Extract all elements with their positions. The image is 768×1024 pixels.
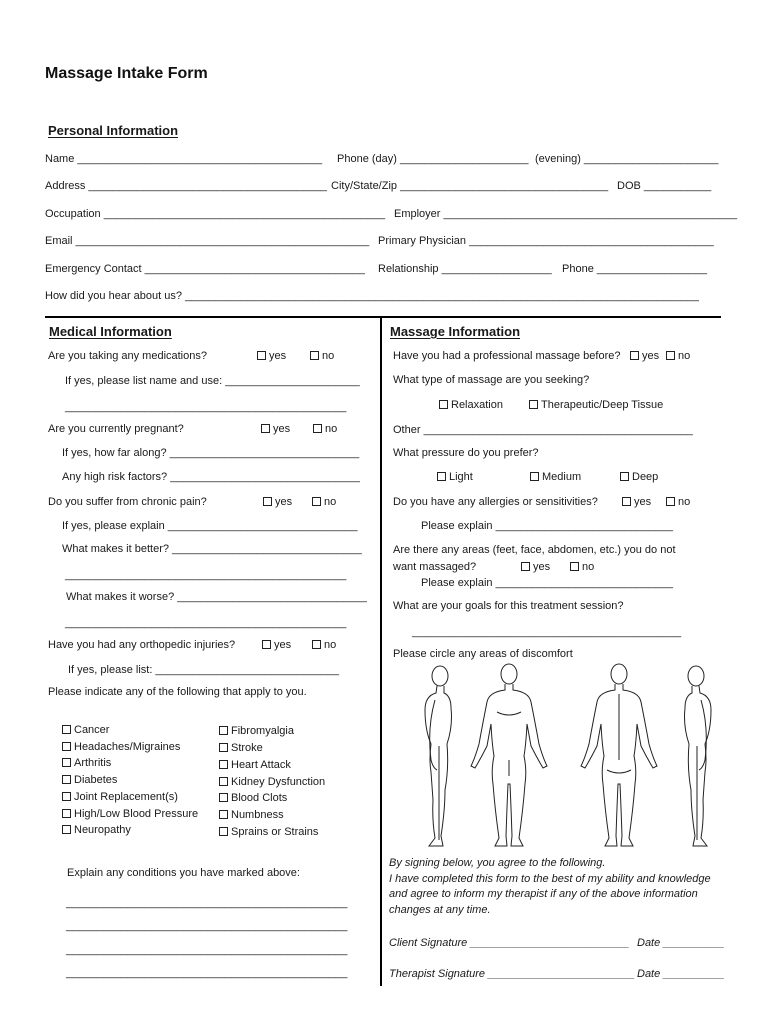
explain-line[interactable]: ______________________________________________ — [66, 920, 348, 932]
hear-about-field[interactable]: How did you hear about us? ____________________________________________________________________________________ — [45, 290, 699, 302]
condition-checkbox[interactable]: Heart Attack — [219, 759, 291, 772]
areas-question-line2: want massaged? — [393, 561, 477, 573]
medications-line-field[interactable]: ______________________________________________ — [65, 401, 347, 413]
medications-question: Are you taking any medications? — [48, 350, 207, 362]
condition-checkbox[interactable]: Neuropathy — [62, 824, 131, 837]
makes-worse-line[interactable]: ______________________________________________ — [65, 617, 347, 629]
agreement-line2: I have completed this form to the best of my ability and knowledge — [389, 873, 711, 885]
relaxation-checkbox[interactable]: Relaxation — [439, 399, 503, 412]
massage-heading: Massage Information — [390, 324, 521, 339]
indicate-text: Please indicate any of the following that apply to you. — [48, 686, 307, 698]
pregnant-no-checkbox[interactable]: no — [313, 423, 337, 436]
high-risk-field[interactable]: Any high risk factors? _______________________________ — [62, 471, 360, 483]
relationship-field[interactable]: Relationship __________________ — [378, 263, 552, 275]
agreement-line3: and agree to inform my therapist if any of the above information — [389, 888, 698, 900]
type-question: What type of massage are you seeking? — [393, 374, 590, 386]
medications-yes-checkbox[interactable]: yes — [257, 350, 286, 363]
how-far-field[interactable]: If yes, how far along? _______________________________ — [62, 447, 360, 459]
deep-checkbox[interactable]: Deep — [620, 471, 658, 484]
medical-heading: Medical Information — [49, 324, 172, 339]
medium-checkbox[interactable]: Medium — [530, 471, 581, 484]
emergency-phone-field[interactable]: Phone __________________ — [562, 263, 707, 275]
physician-field[interactable]: Primary Physician ________________________________________ — [378, 235, 714, 247]
phone-day-field[interactable]: Phone (day) _____________________ — [337, 153, 529, 165]
condition-checkbox[interactable]: High/Low Blood Pressure — [62, 808, 198, 821]
client-date-field[interactable]: Date __________ — [637, 937, 725, 949]
allergies-no-checkbox[interactable]: no — [666, 496, 690, 509]
address-field[interactable]: Address _______________________________________ — [45, 180, 327, 192]
phone-evening-field[interactable]: (evening) ______________________ — [535, 153, 719, 165]
section-divider — [45, 316, 721, 318]
agreement-line1: By signing below, you agree to the following. — [389, 857, 606, 869]
medications-no-checkbox[interactable]: no — [310, 350, 334, 363]
goals-field[interactable]: ____________________________________________ — [412, 626, 682, 638]
areas-no-checkbox[interactable]: no — [570, 561, 594, 574]
professional-no-checkbox[interactable]: no — [666, 350, 690, 363]
client-signature-field[interactable]: Client Signature __________________________ — [389, 937, 630, 949]
therapist-signature-field[interactable]: Therapist Signature ________________________ — [389, 968, 635, 980]
city-state-zip-field[interactable]: City/State/Zip __________________________________ — [331, 180, 609, 192]
email-field[interactable]: Email ________________________________________________ — [45, 235, 370, 247]
explain-line[interactable]: ______________________________________________ — [66, 967, 348, 979]
body-side-right-figure[interactable] — [685, 666, 712, 846]
makes-worse-field[interactable]: What makes it worse? _______________________________ — [66, 591, 367, 603]
condition-checkbox[interactable]: Stroke — [219, 742, 263, 755]
makes-better-field[interactable]: What makes it better? _______________________________ — [62, 543, 362, 555]
ortho-yes-checkbox[interactable]: yes — [262, 639, 291, 652]
body-diagram[interactable] — [413, 660, 723, 855]
medications-list-field[interactable]: If yes, please list name and use: ______________________ — [65, 375, 360, 387]
condition-checkbox[interactable]: Diabetes — [62, 774, 117, 787]
occupation-field[interactable]: Occupation ______________________________________________ — [45, 208, 386, 220]
condition-checkbox[interactable]: Sprains or Strains — [219, 826, 318, 839]
condition-checkbox[interactable]: Numbness — [219, 809, 284, 822]
ortho-list-field[interactable]: If yes, please list: ______________________________ — [68, 664, 339, 676]
allergies-question: Do you have any allergies or sensitivities? — [393, 496, 598, 508]
condition-checkbox[interactable]: Kidney Dysfunction — [219, 776, 325, 789]
employer-field[interactable]: Employer ________________________________________________ — [394, 208, 738, 220]
chronic-pain-question: Do you suffer from chronic pain? — [48, 496, 207, 508]
ortho-no-checkbox[interactable]: no — [312, 639, 336, 652]
pressure-question: What pressure do you prefer? — [393, 447, 539, 459]
areas-yes-checkbox[interactable]: yes — [521, 561, 550, 574]
explain-line[interactable]: ______________________________________________ — [66, 897, 348, 909]
pain-no-checkbox[interactable]: no — [312, 496, 336, 509]
explain-conditions-label: Explain any conditions you have marked above: — [67, 867, 300, 879]
goals-question: What are your goals for this treatment session? — [393, 600, 624, 612]
therapeutic-checkbox[interactable]: Therapeutic/Deep Tissue — [529, 399, 663, 412]
body-back-figure[interactable] — [581, 664, 657, 846]
allergies-explain-field[interactable]: Please explain _____________________________ — [421, 520, 674, 532]
allergies-yes-checkbox[interactable]: yes — [622, 496, 651, 509]
page-title: Massage Intake Form — [45, 65, 208, 82]
condition-checkbox[interactable]: Fibromyalgia — [219, 725, 294, 738]
dob-field[interactable]: DOB ___________ — [617, 180, 712, 192]
body-front-figure[interactable] — [471, 664, 547, 846]
body-side-left-figure[interactable] — [425, 666, 452, 846]
professional-yes-checkbox[interactable]: yes — [630, 350, 659, 363]
condition-checkbox[interactable]: Arthritis — [62, 757, 111, 770]
explain-line[interactable]: ______________________________________________ — [66, 944, 348, 956]
areas-question-line1: Are there any areas (feet, face, abdomen, etc.) you do not — [393, 544, 676, 556]
agreement-line4: changes at any time. — [389, 904, 491, 916]
personal-heading: Personal Information — [48, 123, 179, 138]
pain-yes-checkbox[interactable]: yes — [263, 496, 292, 509]
pregnant-question: Are you currently pregnant? — [48, 423, 184, 435]
therapist-date-field[interactable]: Date __________ — [637, 968, 725, 980]
circle-areas-label: Please circle any areas of discomfort — [393, 648, 573, 660]
condition-checkbox[interactable]: Headaches/Migraines — [62, 741, 180, 754]
condition-checkbox[interactable]: Joint Replacement(s) — [62, 791, 178, 804]
orthopedic-question: Have you had any orthopedic injuries? — [48, 639, 236, 651]
professional-question: Have you had a professional massage before? — [393, 350, 621, 362]
makes-better-line[interactable]: ______________________________________________ — [65, 569, 347, 581]
condition-checkbox[interactable]: Cancer — [62, 724, 109, 737]
condition-checkbox[interactable]: Blood Clots — [219, 792, 287, 805]
pregnant-yes-checkbox[interactable]: yes — [261, 423, 290, 436]
emergency-contact-field[interactable]: Emergency Contact ____________________________________ — [45, 263, 365, 275]
areas-explain-field[interactable]: Please explain _____________________________ — [421, 577, 674, 589]
name-field[interactable]: Name ________________________________________ — [45, 153, 323, 165]
column-divider — [380, 318, 382, 986]
pain-explain-field[interactable]: If yes, please explain _______________________________ — [62, 520, 358, 532]
light-checkbox[interactable]: Light — [437, 471, 473, 484]
other-field[interactable]: Other ____________________________________________ — [393, 424, 693, 436]
